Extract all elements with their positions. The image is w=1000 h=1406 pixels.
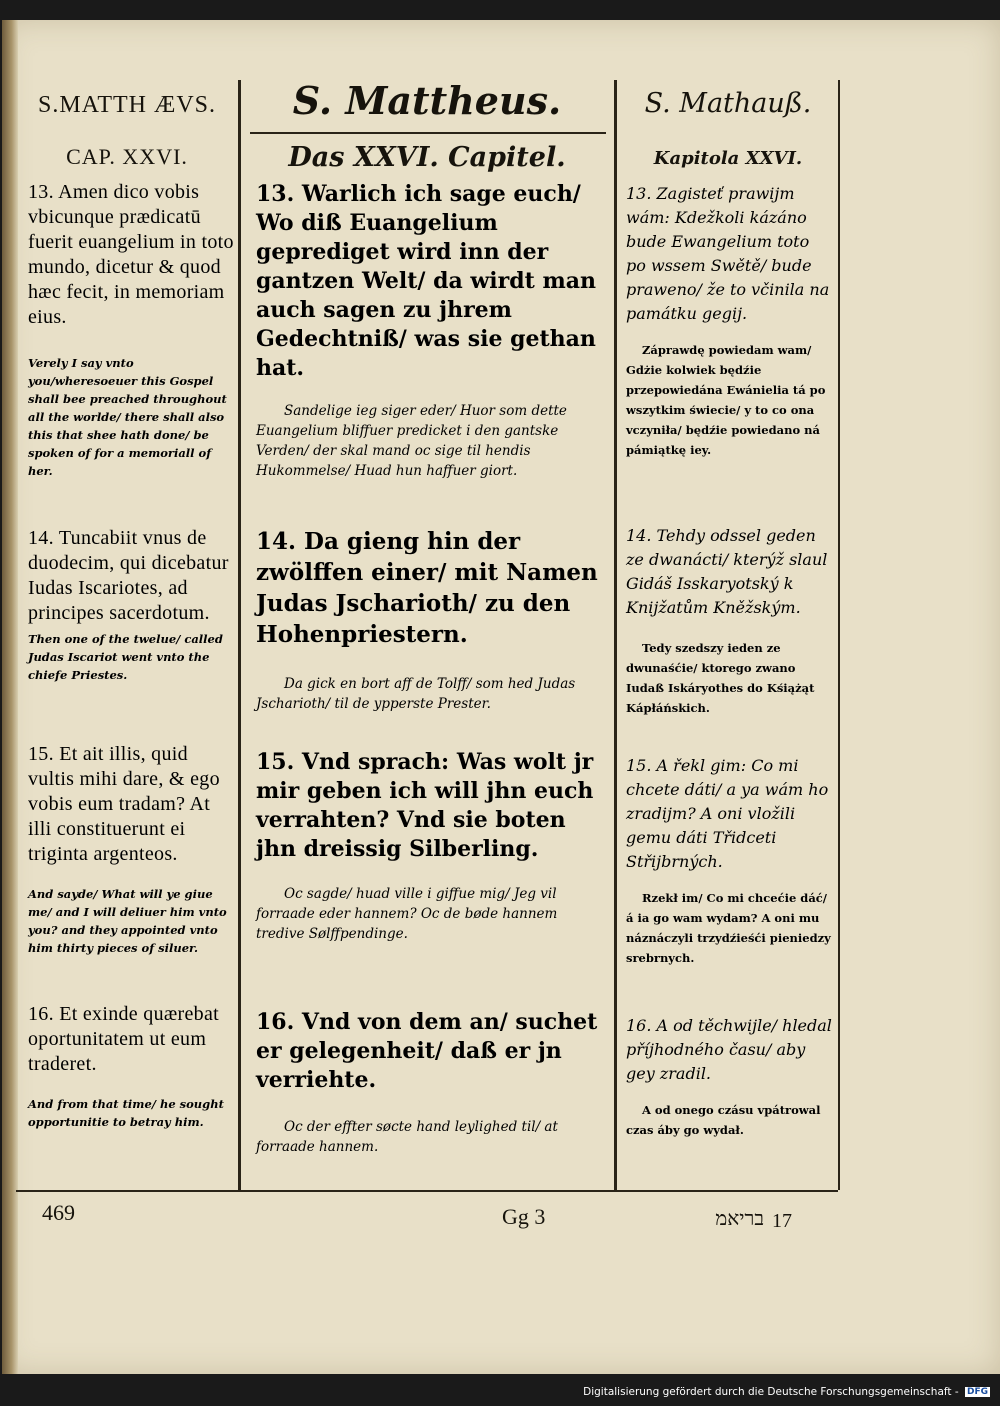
book-page bbox=[2, 20, 1000, 1374]
verse-16-latin-column bbox=[28, 1002, 236, 1131]
verse-14-german-column bbox=[256, 526, 604, 714]
signature-mark: Gg 3 bbox=[502, 1204, 546, 1229]
latin-verse: 13. Amen dico vobis vbicunque prædicatū fuerit euangelium in toto mundo, dicetur & quod hæc fecit, in memoriam eius. bbox=[28, 181, 234, 328]
verse-13-latin-column bbox=[28, 180, 236, 480]
german-verse: 15. Vnd sprach: Was wolt jr mir geben ich will jhn euch verrahten? Vnd sie boten jhn dreissig Silberling. bbox=[256, 749, 594, 862]
header-rule-german bbox=[250, 132, 606, 134]
danish-verse: Da gick en bort aff de Tolff/ som hed Judas Jscharioth/ til de ypperste Prester. bbox=[256, 676, 576, 712]
column-rule-right bbox=[614, 80, 617, 1190]
danish-verse: Sandelige ieg siger eder/ Huor som dette Euangelium bliffuer predicket i den gantske Verden/ der skal mand oc sige til hendis Hukommelse/ Huad hun haffuer giort. bbox=[256, 403, 567, 479]
book-spine bbox=[2, 20, 18, 1374]
chapter-heading-latin: CAP. XXVI. bbox=[66, 144, 188, 169]
latin-verse: 14. Tuncabiit vnus de duodecim, qui dicebatur Iudas Iscariotes, ad principes sacerdotum. bbox=[28, 527, 229, 624]
danish-verse: Oc sagde/ huad ville i giffue mig/ Jeg vil forraade eder hannem? Oc de bøde hannem tredive Sølffpendinge. bbox=[256, 886, 558, 942]
polish-verse: Záprawdę powiedam wam/ Gdżie kolwiek będźie przepowiedána Ewánielia tá po wszytkim świecie/ y to co ona vczyniła/ będźie powiedano ná pámiątkę iey. bbox=[626, 343, 826, 457]
english-verse: And sayde/ What will ye giue me/ and I will deliuer him vnto you? and they appointed vnto him thirty pieces of siluer. bbox=[28, 887, 227, 955]
german-verse: 16. Vnd von dem an/ suchet er gelegenheit/ daß er jn verriehte. bbox=[256, 1009, 598, 1093]
verse-15-bohemian-column bbox=[626, 754, 832, 968]
running-head-german: S. Mattheus. bbox=[292, 78, 562, 123]
running-head-bohemian: S. Mathauß. bbox=[644, 88, 812, 119]
chapter-heading-bohemian: Kapitola XXVI. bbox=[653, 148, 803, 169]
bohemian-verse: 15. A řekl gim: Co mi chcete dáti/ a ya wám ho zradijm? A oni vložili gemu dáti Třidceti Střijbrných. bbox=[626, 756, 829, 871]
verse-16-bohemian-column bbox=[626, 1014, 832, 1140]
danish-verse: Oc der effter søcte hand leylighed til/ at forraade hannem. bbox=[256, 1119, 558, 1155]
german-verse: 14. Da gieng hin der zwölffen einer/ mit Namen Judas Jscharioth/ zu den Hohenpriestern. bbox=[256, 528, 598, 648]
verse-15-german-column bbox=[256, 748, 604, 944]
digitization-credit bbox=[583, 1386, 990, 1398]
polish-verse: A od onego czásu vpátrowal czas áby go wydał. bbox=[626, 1103, 821, 1137]
page-number: 469 bbox=[42, 1200, 75, 1225]
verse-14-bohemian-column bbox=[626, 524, 832, 718]
dfg-logo: DFG bbox=[966, 1387, 988, 1397]
polish-verse: Rzekł im/ Co mi chcećie dáć/ á ia go wam wydam? A oni mu náznáczyli trzydźieśći pieniedzy srebrnych. bbox=[626, 891, 831, 965]
column-rule-outer bbox=[838, 80, 840, 1190]
latin-verse: 15. Et ait illis, quid vultis mihi dare, & ego vobis eum tradam? At illi constituerunt ei triginta argenteos. bbox=[28, 743, 220, 865]
chapter-heading-german: Das XXVI. Capitel. bbox=[288, 142, 566, 173]
verse-15-latin-column bbox=[28, 742, 236, 957]
verse-14-latin-column bbox=[28, 526, 236, 684]
english-verse: Verely I say vnto you/wheresoeuer this Gospel shall bee preached throughout all the worlde/ there shall also this that shee hath done/ be spoken of for a memoriall of her. bbox=[28, 356, 227, 478]
running-head-latin: S.MATTH ÆVS. bbox=[37, 92, 217, 118]
bohemian-verse: 16. A od těchwijle/ hledal příjhodného času/ aby gey zradil. bbox=[626, 1016, 832, 1083]
credit-text: Digitalisierung gefördert durch die Deutsche Forschungsgemeinschaft - bbox=[583, 1386, 959, 1398]
latin-verse: 16. Et exinde quærebat oportunitatem ut eum traderet. bbox=[28, 1003, 219, 1075]
english-verse: Then one of the twelue/ called Judas Iscariot went vnto the chiefe Priestes. bbox=[28, 632, 223, 682]
english-verse: And from that time/ he sought opportunitie to betray him. bbox=[28, 1097, 224, 1129]
bohemian-verse: 14. Tehdy odssel geden ze dwanácti/ kterýž slaul Gidáš Isskaryotský k Knijžatům Kněžským. bbox=[626, 526, 828, 617]
footer-rule bbox=[16, 1190, 838, 1192]
hebrew-book-name: בריאמ bbox=[715, 1206, 764, 1230]
verse-13-bohemian-column bbox=[626, 182, 832, 460]
polish-verse: Tedy szedszy ieden ze dwunaśćie/ ktorego zwano Iudaß Iskáryothes do Kśiążąt Kápłáńskich. bbox=[626, 641, 815, 715]
hebrew-page-number: 17 bbox=[772, 1210, 792, 1232]
bohemian-verse: 13. Zagisteť prawijm wám: Kdežkoli kázáno bude Ewangelium toto po wssem Swětě/ bude praweno/ že to včinila na památku gegij. bbox=[626, 184, 830, 323]
german-verse: 13. Warlich ich sage euch/ Wo diß Euangelium geprediget wird inn der gantzen Welt/ da wirdt man auch sagen zu jhrem Gedechtniß/ was sie gethan hat. bbox=[256, 181, 596, 381]
column-rule-left bbox=[238, 80, 241, 1190]
verse-13-german-column bbox=[256, 180, 604, 481]
verse-16-german-column bbox=[256, 1008, 604, 1157]
